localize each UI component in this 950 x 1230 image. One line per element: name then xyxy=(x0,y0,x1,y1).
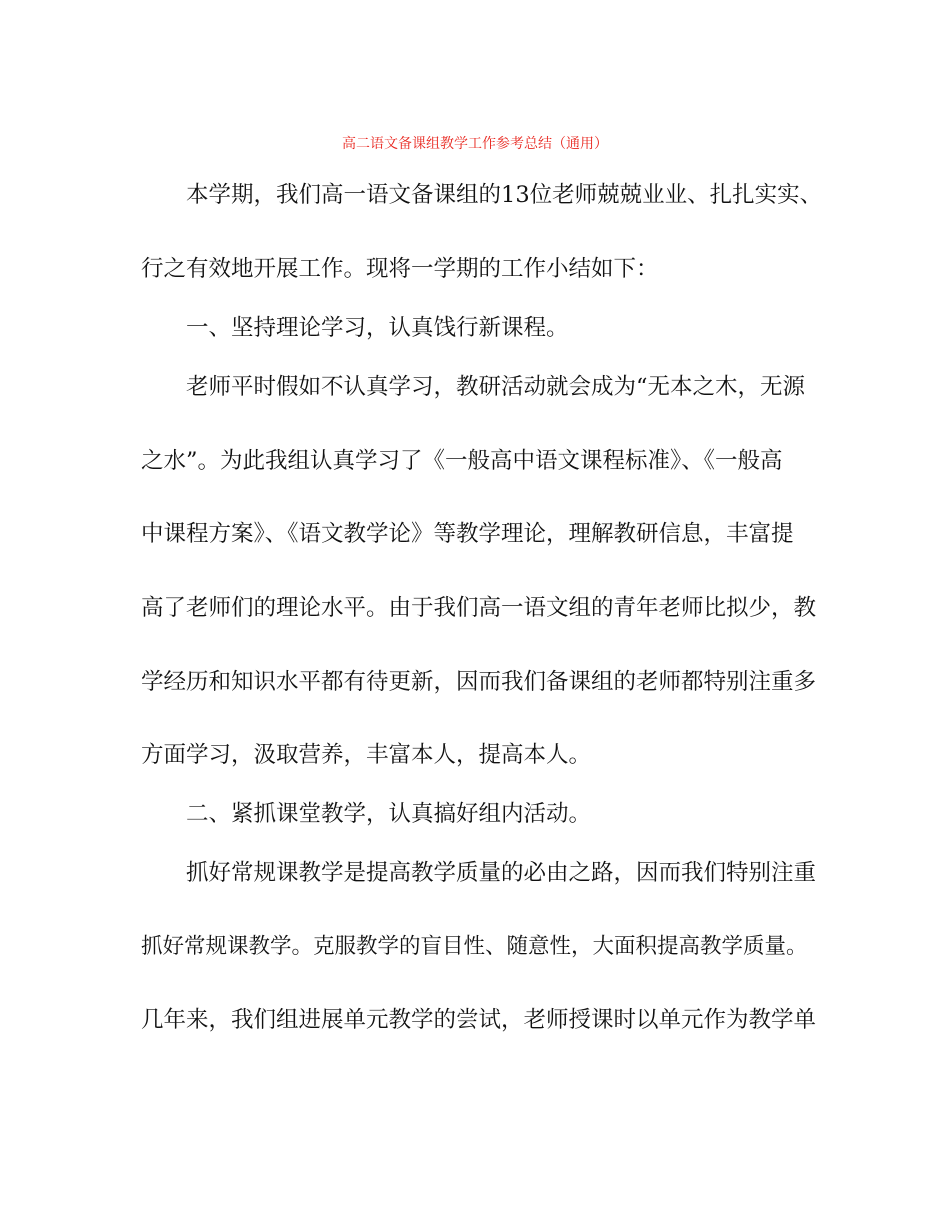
document-title: 高二语文备课组教学工作参考总结（通用） xyxy=(342,136,608,152)
paragraph-line: 抓好常规课教学是提高教学质量的必由之路，因而我们特别注重 xyxy=(186,860,817,886)
paragraph-line: 高了老师们的理论水平。由于我们高一语文组的青年老师比拟少，教 xyxy=(141,595,817,621)
paragraph-line: 本学期，我们高一语文备课组的13位老师兢兢业业、扎扎实实、 xyxy=(186,182,823,208)
section-heading: 二、紧抓课堂教学，认真搞好组内活动。 xyxy=(186,801,592,827)
paragraph-line: 行之有效地开展工作。现将一学期的工作小结如下： xyxy=(141,256,659,282)
paragraph-line: 之水”。为此我组认真学习了《一般高中语文课程标准》、《一般高 xyxy=(141,448,783,474)
paragraph-line: 学经历和知识水平都有待更新，因而我们备课组的老师都特别注重多 xyxy=(141,669,817,695)
paragraph-line: 老师平时假如不认真学习，教研活动就会成为“无本之木，无源 xyxy=(186,374,806,400)
paragraph-line: 抓好常规课教学。克服教学的盲目性、随意性，大面积提高教学质量。 xyxy=(141,934,808,959)
section-heading: 一、坚持理论学习，认真饯行新课程。 xyxy=(186,315,569,341)
paragraph-line: 方面学习，汲取营养，丰富本人，提高本人。 xyxy=(141,742,592,768)
paragraph-line: 几年来，我们组进展单元教学的尝试，老师授课时以单元作为教学单 xyxy=(141,1007,817,1033)
paragraph-line: 中课程方案》、《语文教学论》等教学理论，理解教研信息，丰富提 xyxy=(141,521,794,547)
